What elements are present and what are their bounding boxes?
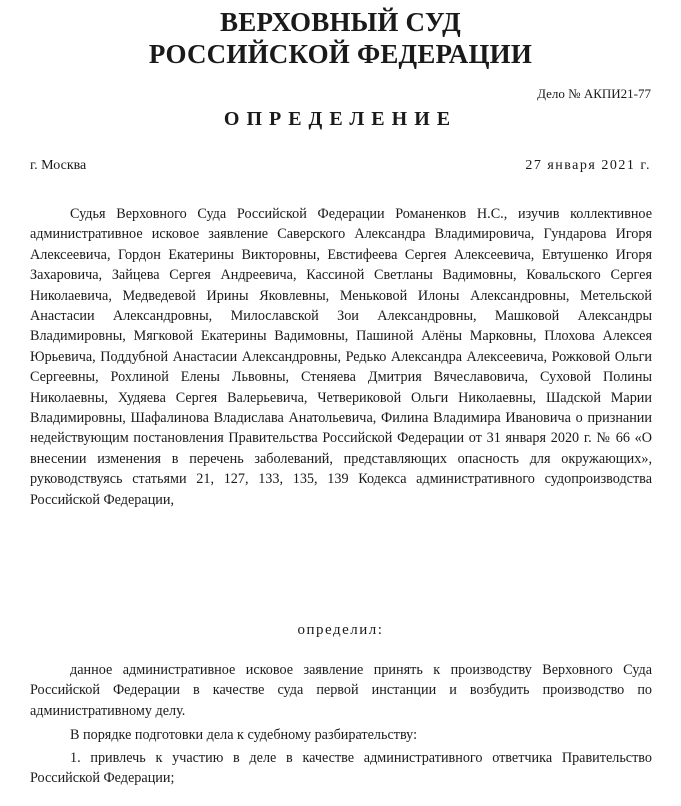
decision-paragraph: данное административное исковое заявление принять к производству Верховного Суда Российской Федерации в качестве суда первой инстанции и возбудить производство по административному делу.: [30, 662, 652, 719]
court-title-line-2: РОССИЙСКОЙ ФЕДЕРАЦИИ: [148, 39, 533, 69]
document-date: 27 января 2021 г.: [525, 158, 651, 173]
list-item: 1. привлечь к участию в деле в качестве административного ответчика Правительство Российской Федерации;: [30, 750, 652, 787]
preparation-paragraph: В порядке подготовки дела к судебному разбирательству:: [70, 727, 418, 743]
court-title: [0, 6, 681, 70]
decided-heading: определил:: [297, 622, 384, 638]
city: г. Москва: [30, 158, 87, 173]
court-title-line-1: ВЕРХОВНЫЙ СУД: [220, 7, 461, 37]
intro-paragraph: Судья Верховного Суда Российской Федерации Романенков Н.С., изучив коллективное административное исковое заявление Саверского Александра Владимировича, Гундарова Игоря Алексеевича, Гордон Екатерины Викторовны, Евстифеева Сергея Алексеевича, Евтушенко Игоря Захаровича, Зайцева Сергея Андреевича, Кассиной Светланы Вадимовны, Ковальского Сергея Николаевича, Медведевой Ирины Яковлевны, Меньковой Илоны Александровны, Метельской Анастасии Александровны, Милославской Зои Александровны, Машковой Александры Владимировны, Мягковой Екатерины Вадимовны, Пашиной Алёны Марковны, Плохова Алексея Юрьевича, Поддубной Анастасии Александровны, Редько Александра Алексеевича, Рожковой Ольги Сергеевны, Рохлиной Елены Львовны, Стеняева Дмитрия Вячеславовича, Суховой Полины Николаевны, Худяева Сергея Валерьевича, Четвериковой Ольги Николаевны, Шадской Марии Владимировны, Шафалинова Владислава Анатольевича, Филина Владимира Ивановича о признании недействующим постановления Правительства Российской Федерации от 31 января 2020 г. № 66 «О внесении изменения в перечень заболеваний, представляющих опасность для окружающих», руководствуясь статьями 21, 127, 133, 135, 139 Кодекса административного судопроизводства Российской Федерации,: [30, 206, 652, 508]
document-type-heading: ОПРЕДЕЛЕНИЕ: [223, 108, 458, 130]
case-number: Дело № АКПИ21-77: [537, 86, 651, 101]
